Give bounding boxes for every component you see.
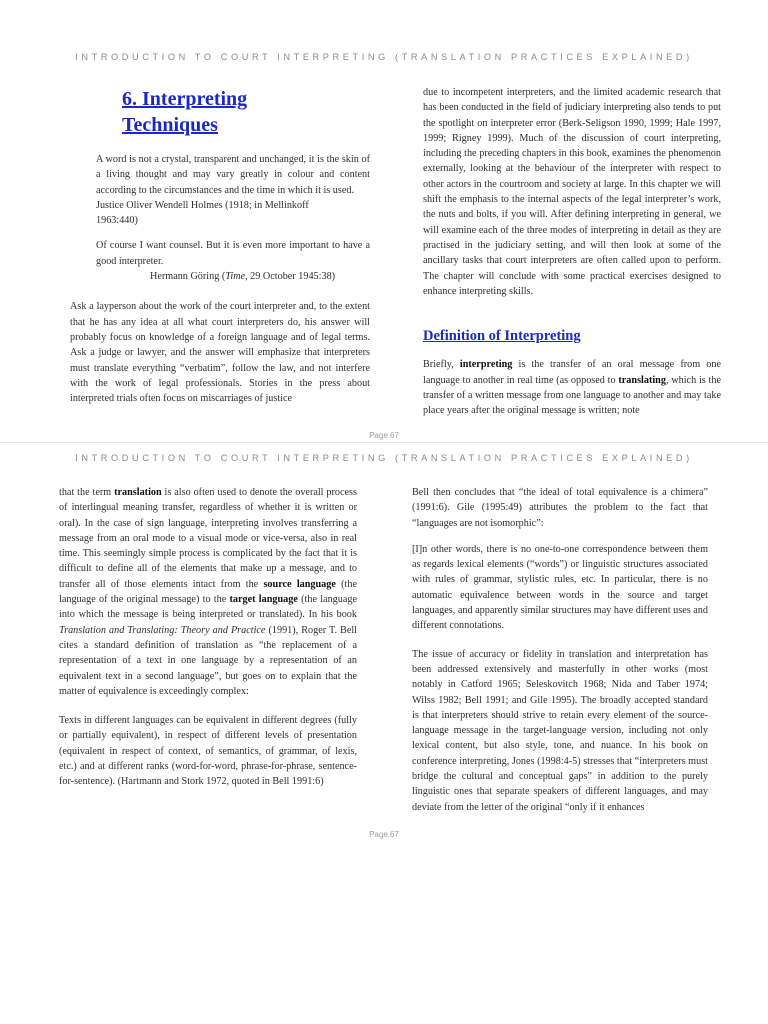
attr-text: , 29 October 1945:38) — [245, 271, 336, 283]
section-heading: Definition of Interpreting — [423, 328, 581, 345]
epigraph-2-attribution — [150, 269, 370, 284]
page-number: Page 67 — [369, 431, 399, 440]
text: (the language into which the message is being interpreted or translated). In his book — [59, 594, 357, 621]
term-interpreting: interpreting — [459, 359, 513, 371]
left-column — [59, 485, 357, 790]
block-quote: [I]n other words, there is no one-to-one correspondence between them as regards lexical elements (“words”) or linguistic structures associated with rules of grammar, stylistic rules, etc. In particular, there is no automatic equivalence between words in the source and target languages, and apparently similar structures may have different uses and different connotations. — [412, 543, 708, 632]
epigraph-2-text: Of course I want counsel. But it is even more important to have a good interpreter. — [96, 240, 370, 267]
right-paragraph-2: The issue of accuracy or fidelity in translation and interpretation has been addressed extensively and masterfully in other works (most notably in Catford 1965; Seleskovitch 1968; Nida and Taber 1974; Wilss 1982; Bell 1991; and Gile 1995). The broadly accepted standard is that interpreters should strive to retain every element of the source-language message in the target-language version, including not only lexical content, but also style, tone, and nuance. In his book on conference interpreting, Jones (1998:4-5) stresses that “interpreters must bridge the cultural and conceptual gaps” in addition to the purely linguistic ones that separate speakers of different languages, and may deviate from the letter of the original “only if it enhances — [412, 648, 708, 813]
left-paragraph — [59, 485, 357, 699]
text: (1991), Roger T. Bell cites a standard definition of translation as “the replacement of a representation of a text in one language by a representation of an equivalent text in a second language”, but goes on to explain that the matter of equivalence is exceedingly complex: — [59, 624, 357, 697]
term-source-language: source language — [263, 578, 336, 590]
intro-paragraph: Ask a layperson about the work of the court interpreter and, to the extent that he has any idea at all what court interpreters do, his answer will probably focus on knowledge of a foreign language and of legal terms. Ask a judge or lawyer, and the answer will emphasize that interpreters must translate everything “verbatim”, follow the law, and not interfere with the work of legal professionals. Stories in the press about interpreted trials often focus on miscarriages of justice — [70, 301, 370, 405]
epigraph-2 — [96, 238, 370, 284]
document-page-1 — [0, 0, 768, 440]
page-divider — [0, 442, 768, 443]
right-column — [412, 485, 708, 815]
page-number: Page 67 — [369, 830, 399, 839]
text: (the language of the original message) to the — [59, 578, 358, 606]
attr-text: Hermann Göring ( — [150, 271, 226, 283]
running-head: INTRODUCTION TO COURT INTERPRETING (TRANSLATION PRACTICES EXPLAINED) — [75, 52, 693, 62]
document-page-2 — [0, 445, 768, 865]
text: , which is the transfer of a written message from one language to another and may take place years after the original message is written; note — [423, 374, 721, 417]
epigraph-1-attribution-line1: Justice Oliver Wendell Holmes (1918; in Mellinkoff — [96, 199, 309, 211]
right-paragraph-1: Bell then concludes that “the ideal of total equivalence is a chimera” (1991:6). Gile (1995:49) attributes the problem to the fact that “languages are not isomorphic”: — [412, 487, 708, 529]
right-column — [423, 85, 721, 419]
term-translation: translation — [114, 487, 162, 498]
right-paragraph: due to incompetent interpreters, and the limited academic research that has been conducted in the field of judiciary interpreting also tends to put the spotlight on interpreter error (Berk-Seligson 1990, 1999; Hale 1997, 1999; Rigney 1999). Much of the discussion of court interpreting, including the preceding chapters in this book, examines the phenomenon externally, looking at the behaviour of the interpreter with respect to other actors in the courtroom and society at large. In this chapter we will shift the emphasis to the internal aspects of the legal interpreter’s work, the nuts and bolts, if you will. After defining interpreting in general, we will examine each of the three modes of interpreting in detail as they are practised in the judiciary setting, and will then look at some of the ancillary tasks that court interpreters are often called upon to perform. The chapter will conclude with some practical exercises designed to enhance interpreting skills. — [423, 87, 721, 297]
block-quote: Texts in different languages can be equivalent in different degrees (fully or partially equivalent), in respect of different levels of presentation (equivalent in respect of context, of semantics, of grammar, of lexis, etc.) and at different ranks (word-for-word, phrase-for-phrase, sentence-for-sentence). (Hartmann and Stork 1972, quoted in Bell 1991:6) — [59, 715, 357, 788]
text: is also often used to denote the overall process of interlingual meaning transfer, regardless of whether it is written or oral). In the case of sign language, interpreting involves transferring a message from an oral mode to a visual mode or vice-versa, also in real time. This seemingly simple process is complicated by the fact that it is difficult to define all of the elements that make up a message, and to transfer all of those elements intact from the — [59, 487, 357, 590]
chapter-title-line2: Techniques — [122, 114, 218, 136]
left-column — [70, 86, 370, 406]
chapter-title-line1: 6. Interpreting — [122, 88, 248, 110]
epigraph-1-attribution-line2: 1963:440) — [96, 215, 138, 227]
text: is the transfer of an oral message from one language to another in real time (as opposed to — [423, 359, 721, 386]
text: Briefly, — [423, 359, 460, 371]
epigraph-1-text: A word is not a crystal, transparent and unchanged, it is the skin of a living thought and may vary greatly in colour and content according to the circumstances and the time in which it is used. — [96, 154, 370, 196]
book-title: Translation and Translating: Theory and Practice — [59, 624, 266, 636]
text: that the term — [59, 487, 115, 498]
term-translating: translating — [618, 374, 666, 386]
epigraph-1 — [96, 152, 370, 228]
term-target-language: target language — [229, 594, 298, 606]
running-head: INTRODUCTION TO COURT INTERPRETING (TRANSLATION PRACTICES EXPLAINED) — [75, 453, 693, 463]
chapter-title — [122, 86, 370, 138]
attr-italic: Time — [225, 271, 246, 283]
definition-paragraph — [423, 357, 721, 418]
